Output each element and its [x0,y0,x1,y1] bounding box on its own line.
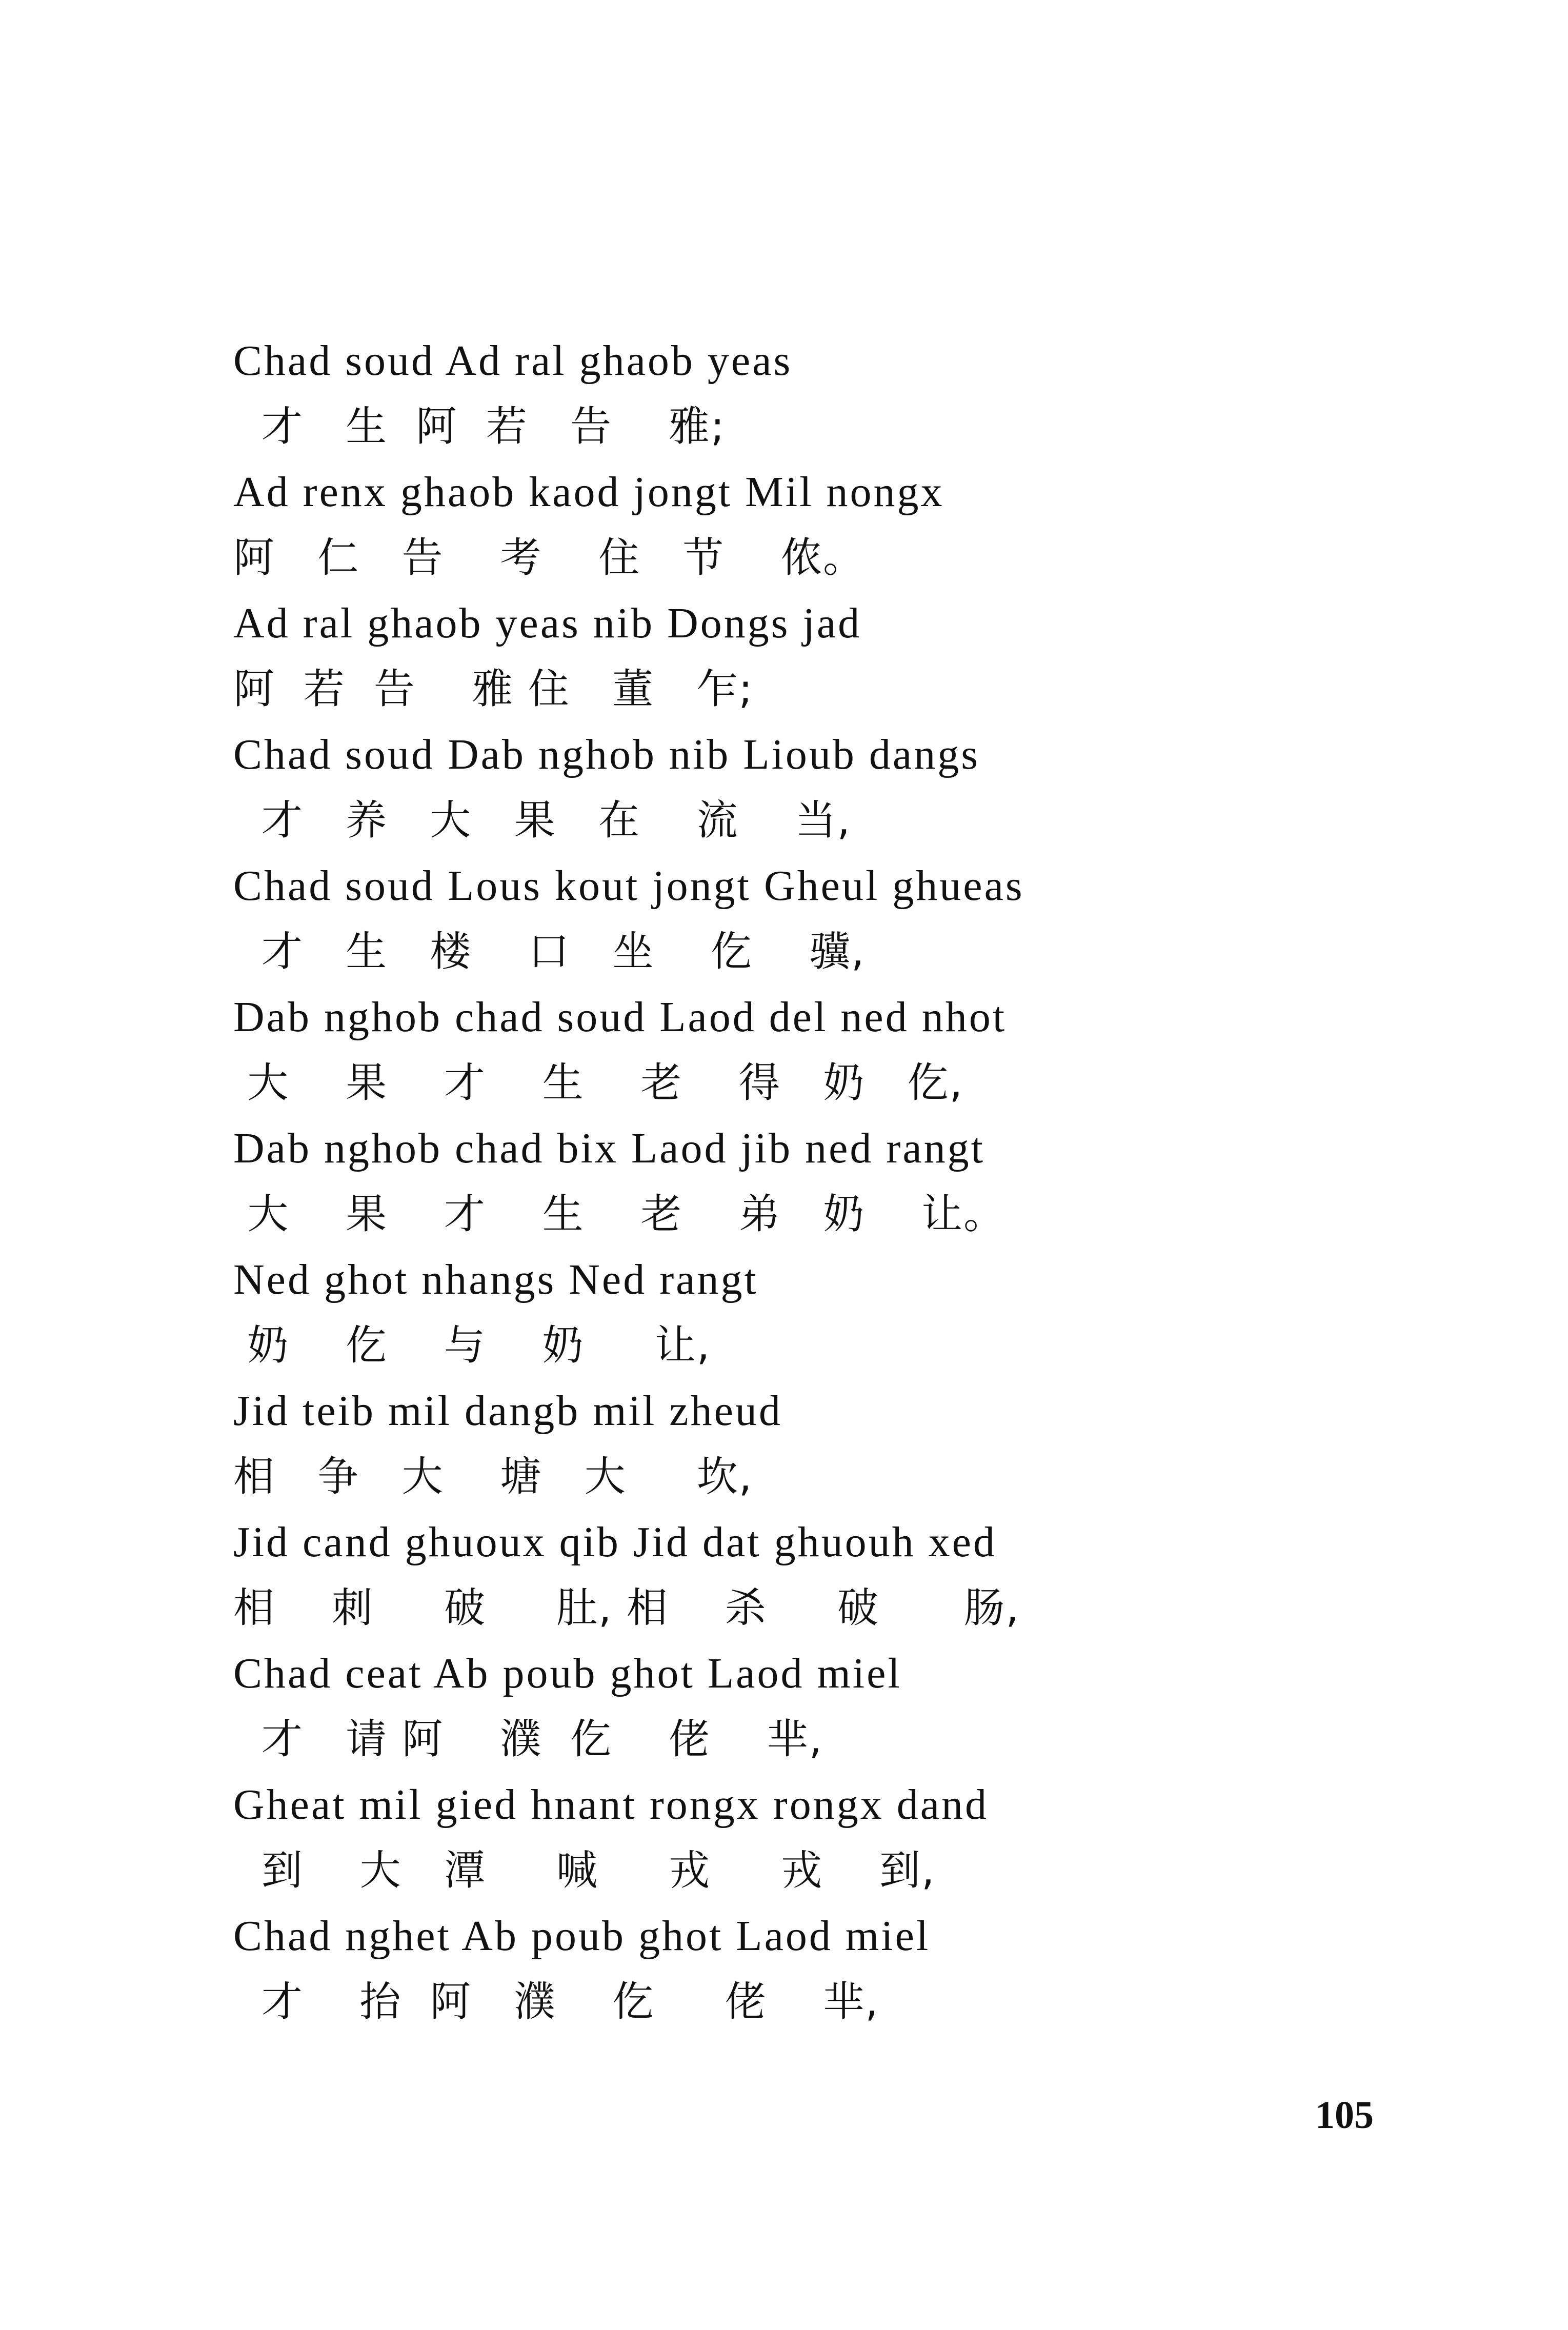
romanized-line: Ad renx ghaob kaod jongt Mil nongx [233,468,944,516]
romanized-line: Gheat mil gied hnant rongx rongx dand [233,1781,989,1829]
verse-pair [233,1903,1413,2035]
chinese-line: 大 果 才 生 老 弟 奶 让。 [233,1190,1006,1238]
chinese-line: 相 刺 破 肚, 相 杀 破 肠, [233,1584,1020,1632]
chinese-line: 阿 仁 告 考 住 节 侬。 [233,534,866,581]
verse-pair [233,1510,1413,1641]
romanized-line: Chad soud Lous kout jongt Gheul ghueas [233,862,1024,910]
verse-pair [233,1772,1413,1903]
chinese-line: 奶 仡 与 奶 让, [233,1321,711,1369]
chinese-line: 才 养 大 果 在 流 当, [233,796,851,844]
verse-pair [233,853,1413,985]
romanized-line: Chad soud Dab nghob nib Lioub dangs [233,731,980,778]
romanized-line: Jid cand ghuoux qib Jid dat ghuouh xed [233,1518,997,1566]
page-number: 105 [1315,2094,1374,2137]
chinese-line: 阿 若 告 雅 住 董 乍; [233,665,754,713]
romanized-line: Dab nghob chad bix Laod jib ned rangt [233,1124,985,1172]
romanized-line: Chad ceat Ab poub ghot Laod miel [233,1650,902,1697]
chinese-line: 才 生 楼 口 坐 仡 骥, [233,928,866,975]
chinese-line: 相 争 大 塘 大 坎, [233,1453,753,1500]
verse-pair [233,1378,1413,1510]
chinese-line: 到 大 潭 喊 戎 戎 到, [233,1846,936,1894]
verse-pair [233,591,1413,722]
verse-pair [233,722,1413,853]
romanized-line: Chad soud Ad ral ghaob yeas [233,337,793,385]
chinese-line: 才 生 阿 若 告 雅; [233,403,726,450]
chinese-line: 才 请 阿 濮 仡 佬 芈, [233,1715,823,1763]
verse-pair [233,459,1413,591]
verse-pair [233,985,1413,1116]
chinese-line: 大 果 才 生 老 得 奶 仡, [233,1059,964,1107]
romanized-line: Chad nghet Ab poub ghot Laod miel [233,1912,931,1960]
verse-pair [233,1247,1413,1378]
romanized-line: Ad ral ghaob yeas nib Dongs jad [233,599,862,647]
verse-text [233,328,1413,2035]
verse-pair [233,328,1413,459]
romanized-line: Dab nghob chad soud Laod del ned nhot [233,993,1007,1041]
verse-pair [233,1641,1413,1772]
verse-pair [233,1116,1413,1247]
romanized-line: Ned ghot nhangs Ned rangt [233,1256,758,1303]
chinese-line: 才 抬 阿 濮 仡 佬 芈, [233,1978,879,2025]
romanized-line: Jid teib mil dangb mil zheud [233,1387,782,1435]
